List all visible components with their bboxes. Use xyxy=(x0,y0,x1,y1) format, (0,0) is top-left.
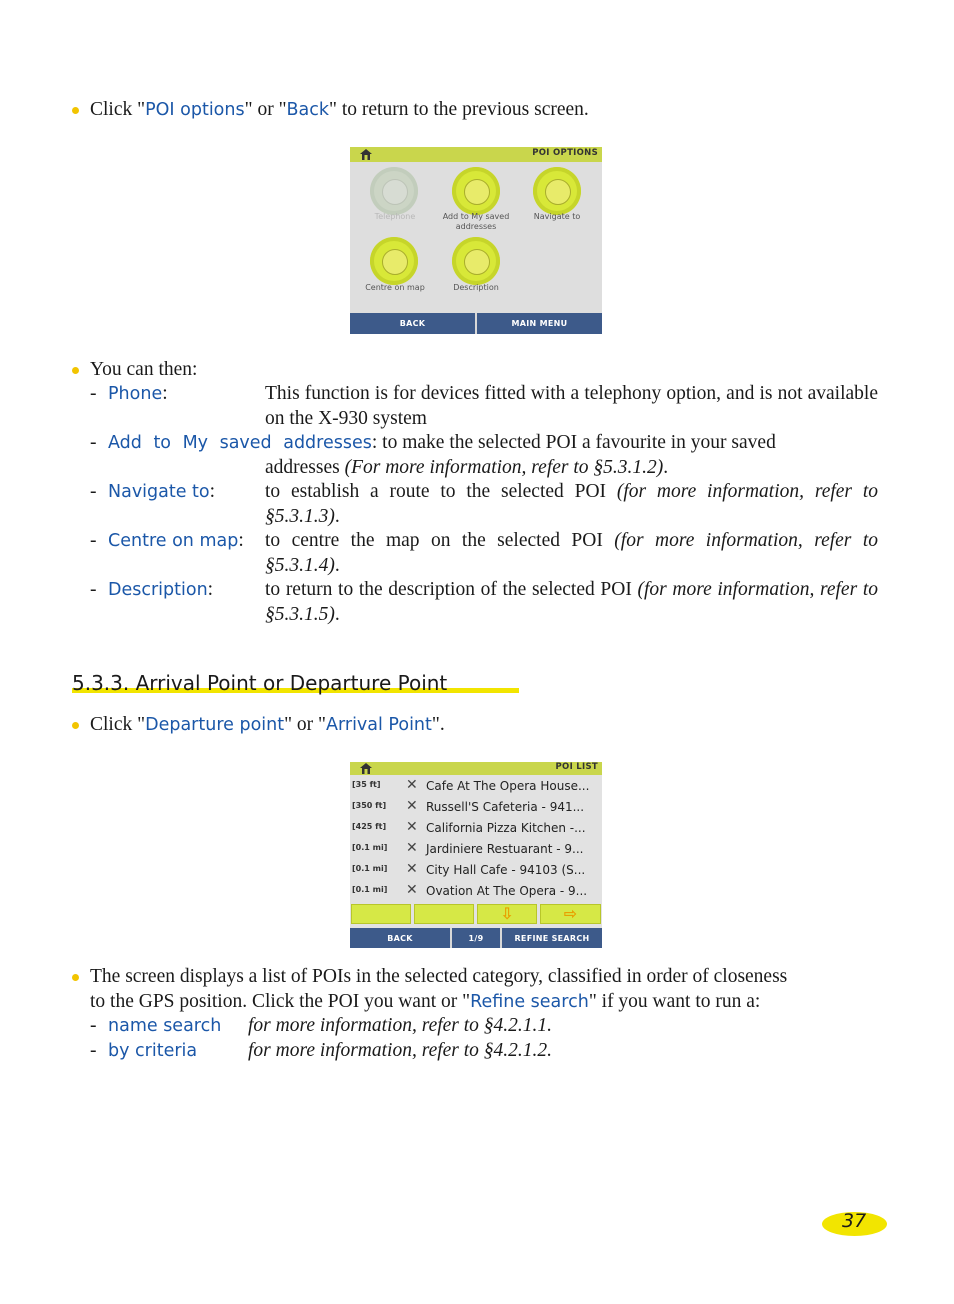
poi-distance: [350 ft] xyxy=(352,801,387,810)
poi-name: Jardiniere Restuarant - 9... xyxy=(426,842,584,856)
function-term xyxy=(108,480,215,505)
dash-marker: - xyxy=(90,530,97,551)
poi-name: Ovation At The Opera - 9... xyxy=(426,884,588,898)
phone-icon xyxy=(370,167,418,215)
centre-map-icon[interactable] xyxy=(370,237,418,285)
cross-icon: ✕ xyxy=(406,777,418,793)
refine-search-keyword: Refine search xyxy=(470,992,589,1012)
section-title: 5.3.3. Arrival Point or Departure Point xyxy=(72,671,448,695)
arrow-down-icon: ⇩ xyxy=(500,904,514,923)
term-colon: : xyxy=(207,579,214,600)
back-keyword: Back xyxy=(286,100,330,120)
click-prefix: Click " xyxy=(90,714,146,735)
search-type-term xyxy=(108,1014,221,1039)
screen-title: POI LIST xyxy=(555,762,598,772)
poi-name: California Pizza Kitchen -... xyxy=(426,821,586,835)
function-description xyxy=(108,431,878,456)
intro-line xyxy=(90,98,589,123)
navigate-icon[interactable] xyxy=(533,167,581,215)
cross-icon: ✕ xyxy=(406,882,418,898)
poi-list-item[interactable] xyxy=(350,776,602,797)
option-label: Add to My saved addresses xyxy=(442,212,510,231)
function-description: to centre the map on the selected POI (for more information, refer to §5.3.1.4). xyxy=(265,530,878,576)
name-search-keyword: name search xyxy=(108,1016,222,1036)
click-suffix: ". xyxy=(431,714,445,735)
function-term xyxy=(108,529,244,554)
poi-list-item[interactable] xyxy=(350,881,602,902)
screen-text-line1: The screen displays a list of POIs in the selected category, classified in order of closeness xyxy=(90,966,788,987)
search-type-term xyxy=(108,1039,197,1064)
option-label: Navigate to xyxy=(533,212,581,221)
screen-footer xyxy=(350,928,602,948)
you-can-then: You can then: xyxy=(90,359,198,380)
poi-list-item[interactable] xyxy=(350,839,602,860)
screen-text-line2 xyxy=(90,990,760,1015)
navigate-keyword: Navigate to xyxy=(108,482,210,502)
function-description: to return to the description of the selected POI (for more information, refer to §5.3.1.5). xyxy=(265,579,878,625)
term-colon: : xyxy=(238,530,244,551)
screen-footer xyxy=(350,313,602,334)
function-description-cont: addresses (For more information, refer to §5.3.1.2). xyxy=(265,457,669,478)
saved-address-icon[interactable] xyxy=(452,167,500,215)
line2-prefix: to the GPS position. Click the POI you want or " xyxy=(90,991,471,1012)
centre-map-keyword: Centre on map xyxy=(108,531,239,551)
phone-keyword: Phone xyxy=(108,384,163,404)
dash-marker: - xyxy=(90,1015,97,1036)
poi-options-screenshot xyxy=(350,147,602,334)
refine-search-button[interactable]: REFINE SEARCH xyxy=(502,928,602,948)
function-description xyxy=(265,382,878,431)
description-text: This function is for devices fitted with a telephony option, and is not available on the X-930 system xyxy=(265,383,878,429)
dash-marker: - xyxy=(90,1040,97,1061)
option-label: Telephone xyxy=(374,212,416,221)
poi-list-screenshot xyxy=(350,762,602,948)
add-saved-keyword: Add to My saved addresses xyxy=(108,433,372,453)
cross-icon: ✕ xyxy=(406,861,418,877)
description-text: to make the selected POI a favourite in your saved xyxy=(382,432,776,453)
scroll-down-button[interactable] xyxy=(477,904,537,924)
poi-name: Russell'S Cafeteria - 941... xyxy=(426,800,585,814)
cross-icon: ✕ xyxy=(406,798,418,814)
reference-text: (for more information, refer to §5.3.1.3) xyxy=(265,481,878,527)
poi-distance: [0.1 mi] xyxy=(352,864,388,873)
poi-options-keyword: POI options xyxy=(145,100,245,120)
poi-list-item[interactable] xyxy=(350,797,602,818)
by-criteria-keyword: by criteria xyxy=(108,1041,198,1061)
screen-header xyxy=(350,147,602,162)
reference-text: (For more information, refer to §5.3.1.2) xyxy=(344,457,664,478)
back-button[interactable]: BACK xyxy=(350,928,450,948)
function-term xyxy=(108,382,168,407)
poi-distance: [425 ft] xyxy=(352,822,387,831)
description-text: addresses xyxy=(265,457,345,478)
click-or: " or " xyxy=(284,714,327,735)
bullet-marker xyxy=(72,722,79,729)
reference-text: (for more information, refer to §5.3.1.4) xyxy=(265,530,878,576)
description-icon[interactable] xyxy=(452,237,500,285)
home-icon xyxy=(360,149,372,160)
function-term xyxy=(108,578,213,603)
poi-name: City Hall Cafe - 94103 (S... xyxy=(426,863,586,877)
poi-distance: [0.1 mi] xyxy=(352,843,388,852)
click-departure-line xyxy=(90,713,445,738)
page-indicator: 1/9 xyxy=(452,928,500,948)
option-label: Centre on map xyxy=(365,283,425,292)
poi-distance: [0.1 mi] xyxy=(352,885,388,894)
poi-distance: [35 ft] xyxy=(352,780,381,789)
main-menu-button[interactable]: MAIN MENU xyxy=(477,313,602,334)
bullet-marker xyxy=(72,107,79,114)
reference-text: (for more information, refer to §5.3.1.5) xyxy=(265,579,878,625)
screen-title: POI OPTIONS xyxy=(532,148,598,158)
intro-suffix: " to return to the previous screen. xyxy=(329,99,589,120)
dash-marker: - xyxy=(90,579,97,600)
term-colon: : xyxy=(162,383,168,404)
departure-keyword: Departure point xyxy=(145,715,285,735)
poi-name: Cafe At The Opera House... xyxy=(426,779,590,793)
intro-prefix: Click " xyxy=(90,99,146,120)
poi-list-item[interactable] xyxy=(350,860,602,881)
dash-marker: - xyxy=(90,432,97,453)
intro-or: " or " xyxy=(244,99,287,120)
cross-icon: ✕ xyxy=(406,840,418,856)
arrow-right-icon: ⇨ xyxy=(563,904,578,923)
description-text: to establish a route to the selected POI xyxy=(265,481,617,502)
description-text: to centre the map on the selected POI xyxy=(265,530,615,551)
description-keyword: Description xyxy=(108,580,208,600)
back-button[interactable]: BACK xyxy=(350,313,475,334)
poi-list-item[interactable] xyxy=(350,818,602,839)
term-colon: : xyxy=(371,432,378,453)
home-icon xyxy=(360,763,372,774)
dash-marker: - xyxy=(90,481,97,502)
search-type-reference: for more information, refer to §4.2.1.2. xyxy=(248,1040,553,1061)
function-description: to establish a route to the selected POI (for more information, refer to §5.3.1.3). xyxy=(265,481,878,527)
dash-marker: - xyxy=(90,383,97,404)
blank-button[interactable] xyxy=(351,904,411,924)
term-colon: : xyxy=(209,481,216,502)
bullet-marker xyxy=(72,367,79,374)
next-page-button[interactable] xyxy=(540,904,601,924)
search-type-reference: for more information, refer to §4.2.1.1. xyxy=(248,1015,553,1036)
bullet-marker xyxy=(72,974,79,981)
description-text: to return to the description of the selected POI xyxy=(265,579,638,600)
screen-header xyxy=(350,762,602,775)
line2-suffix: " if you want to run a: xyxy=(588,991,761,1012)
page-number: 37 xyxy=(842,1210,867,1232)
cross-icon: ✕ xyxy=(406,819,418,835)
blank-button[interactable] xyxy=(414,904,474,924)
option-label: Description xyxy=(453,283,499,292)
arrival-keyword: Arrival Point xyxy=(326,715,432,735)
